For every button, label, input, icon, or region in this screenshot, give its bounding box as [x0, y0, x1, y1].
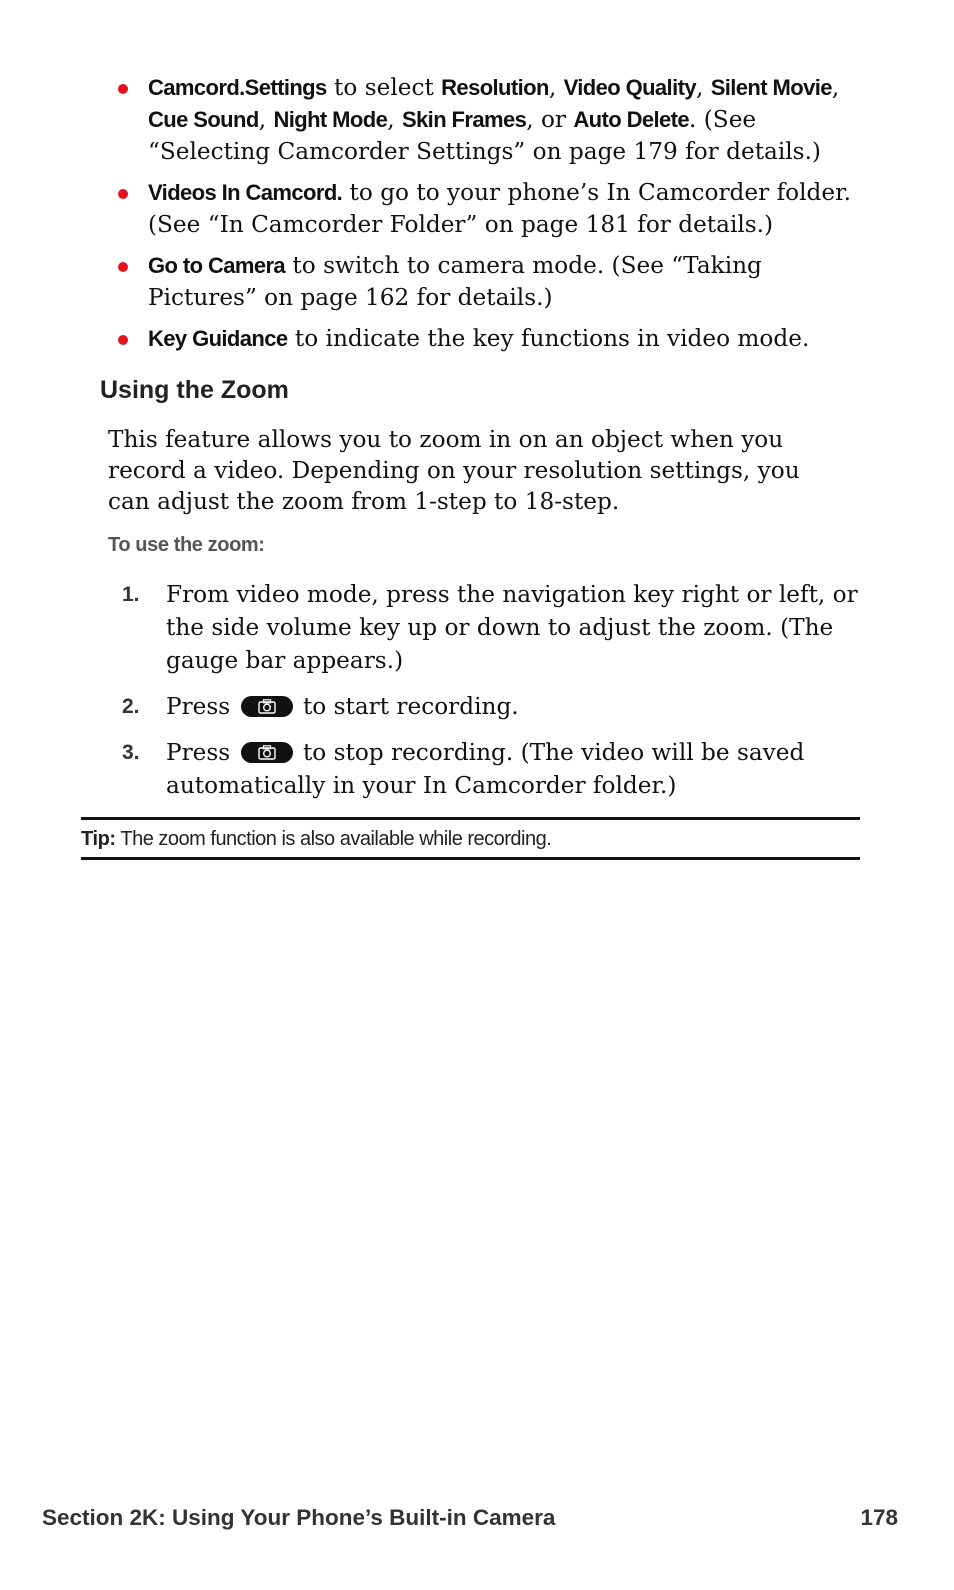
- camera-key-icon: [241, 696, 293, 717]
- bullet-text-run: ,: [831, 74, 840, 101]
- tip-text: The zoom function is also available while recording.: [115, 828, 552, 850]
- bullet-text-run: to go to your phone’s In Camcorder folder. (See “In Camcorder Folder” on page 181 for details.): [148, 179, 852, 238]
- bullet-item: [116, 177, 858, 241]
- bullet-text-run: to switch to camera mode. (See “Taking Pictures” on page 162 for details.): [148, 252, 762, 311]
- bullet-text-run: to indicate the key functions in video mode.: [287, 325, 810, 352]
- section-paragraph: This feature allows you to zoom in on an object when you record a video. Depending on your resolution settings, you can adjust the zoom from 1-step to 18-step.: [108, 426, 800, 515]
- menu-option-name: Videos In Camcord.: [148, 180, 343, 205]
- section-heading: Using the Zoom: [100, 376, 289, 404]
- bullet-item: [116, 323, 858, 355]
- step-text: Press: [166, 739, 238, 766]
- tip-label: Tip:: [81, 828, 116, 850]
- menu-option-name: Skin Frames: [401, 107, 527, 132]
- bullet-dot-icon: [118, 84, 128, 94]
- bullet-text-run: . (See “Selecting Camcorder Settings” on page 179 for details.): [148, 106, 821, 165]
- step-text: From video mode, press the navigation key right or left, or the side volume key up or down to adjust the zoom. (The gauge bar appears.): [166, 581, 858, 674]
- menu-option-name: Go to Camera: [148, 253, 286, 278]
- bullet-text-run: to select: [326, 74, 442, 101]
- bullet-text: [148, 179, 851, 238]
- menu-option-name: Resolution: [441, 75, 549, 100]
- bullet-text-run: , or: [526, 106, 574, 133]
- step-item: [108, 578, 858, 677]
- procedure-subheading: To use the zoom:: [108, 534, 265, 556]
- step-text-after: to stop recording. (The video will be saved automatically in your In Camcorder folder.): [166, 739, 805, 799]
- menu-option-name: Auto Delete: [573, 107, 690, 132]
- step-text-after: to start recording.: [295, 693, 519, 720]
- bullet-text-run: ,: [387, 106, 402, 133]
- footer-page-number: 178: [860, 1505, 898, 1530]
- bullet-text-run: ,: [258, 106, 274, 133]
- tip-box: [81, 817, 860, 860]
- camera-key-icon: [241, 742, 293, 763]
- bullet-item: [116, 72, 858, 168]
- step-item: [108, 690, 858, 723]
- bullet-dot-icon: [118, 335, 128, 345]
- camcorder-options-list: [116, 72, 858, 364]
- bullet-dot-icon: [118, 262, 128, 272]
- footer-section-title: Section 2K: Using Your Phone’s Built-in Camera: [42, 1505, 556, 1530]
- step-number: 3.: [122, 741, 140, 764]
- menu-option-name: Key Guidance: [148, 326, 288, 351]
- bullet-text: [148, 74, 839, 165]
- menu-option-name: Night Mode: [273, 107, 388, 132]
- menu-option-name: Cue Sound: [148, 107, 259, 132]
- step-item: [108, 736, 858, 802]
- bullet-text-run: ,: [695, 74, 711, 101]
- bullet-item: [116, 250, 858, 314]
- bullet-dot-icon: [118, 189, 128, 199]
- step-number: 1.: [122, 583, 140, 606]
- bullet-text-run: ,: [548, 74, 564, 101]
- step-text: Press: [166, 693, 238, 720]
- menu-option-name: Camcord.Settings: [148, 75, 327, 100]
- zoom-steps-list: [108, 578, 858, 815]
- bullet-text: [148, 252, 762, 311]
- menu-option-name: Silent Movie: [710, 75, 832, 100]
- menu-option-name: Video Quality: [563, 75, 696, 100]
- bullet-text: [148, 325, 809, 352]
- step-number: 2.: [122, 695, 140, 718]
